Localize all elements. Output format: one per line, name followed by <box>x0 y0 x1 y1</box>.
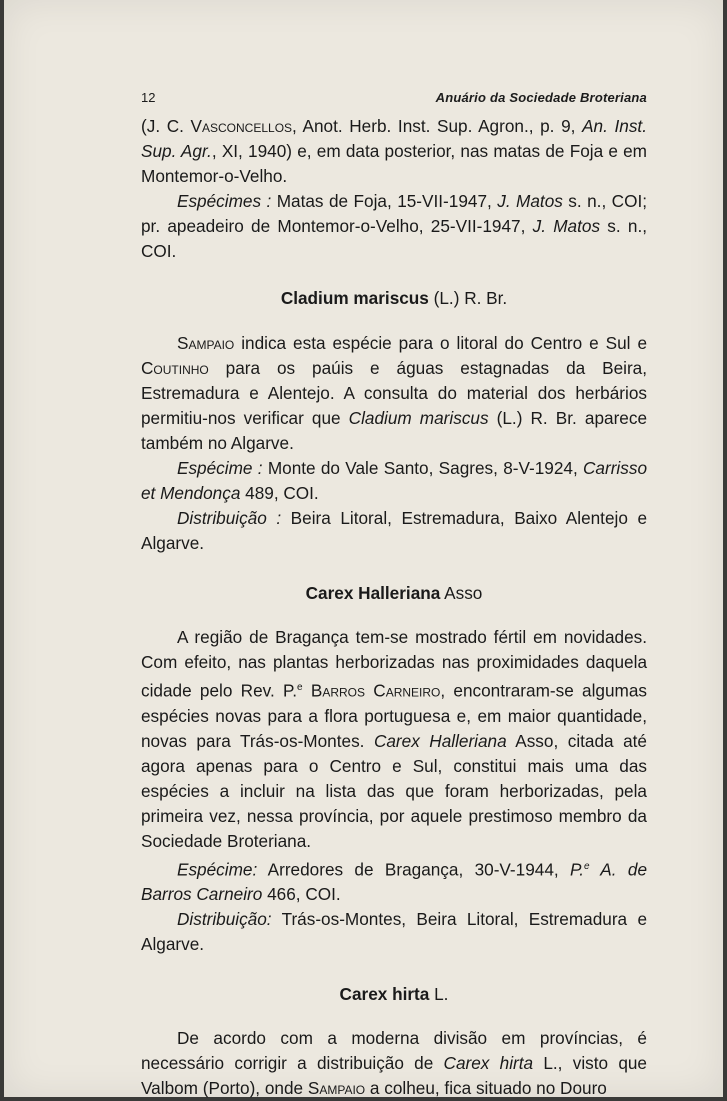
cladium-distribution: Distribuição : Beira Litoral, Estremadura, Baixo Alentejo e Algarve. <box>141 508 648 553</box>
cladium-paragraph: Sampaio indica esta espécie para o litoral do Centro e Sul e Coutinho para os paúis e águas estagnadas da Beira, Estremadura e Alentejo. A consulta do material dos herbários permitiu-nos verificar que Cladium mariscus (L.) R. Br. aparece também no Algarve. <box>141 333 647 453</box>
halleriana-distribution: Distribuição: Trás-os-Montes, Beira Litoral, Estremadura e Algarve. <box>141 909 647 955</box>
page-header <box>141 90 647 110</box>
citation-paragraph: (J. C. Vasconcellos, Anot. Herb. Inst. Sup. Agron., p. 9, An. Inst. Sup. Agr., XI, 1940) e, em data posterior, nas matas de Foja e em Montemor-o-Velho. <box>141 116 647 186</box>
species-heading-carex-hirta: Carex hirta L. <box>339 984 449 1005</box>
hirta-paragraph: De acordo com a moderna divisão em províncias, é necessário corrigir a distribuição de Carex hirta L., visto que Valbom (Porto), onde Sampaio a colheu, fica situado no Douro <box>141 1028 647 1099</box>
species-heading-carex-halleriana: Carex Halleriana Asso <box>305 583 483 603</box>
running-head: Anuário da Sociedade Broteriana <box>435 90 647 105</box>
page-number: 12 <box>141 90 156 105</box>
species-heading-cladium: Cladium mariscus (L.) R. Br. <box>280 288 508 308</box>
specimens-paragraph: Espécimes : Matas de Foja, 15-VII-1947, J. Matos s. n., COI; pr. apeadeiro de Montemor-o-Velho, 25-VII-1947, J. Matos s. n., COI. <box>141 191 648 261</box>
halleriana-paragraph: A região de Bragança tem-se mostrado fértil em novidades. Com efeito, nas plantas herborizadas nas proximidades daquela cidade pelo Rev. P.$^e$ Barros Carneiro, encontraram-se algumas espécies novas para a flora portuguesa e, em maior quantidade, novas para Trás-os-Montes. Carex Halleriana Asso, citada até agora apenas para o Centro e Sul, constitui mais uma das espécies a incluir na lista das que foram herborizadas, pela primeira vez, nessa província, por aquele prestimoso membro da Sociedade Broteriana. <box>141 627 648 851</box>
cladium-specimen: Espécime : Monte do Vale Santo, Sagres, 8-V-1924, Carrisso et Mendonça 489, COI. <box>141 458 647 503</box>
body-text <box>141 114 647 1101</box>
halleriana-specimen: Espécime: Arredores de Bragança, 30-V-1944, P.$^e$ A. de Barros Carneiro 466, COI. <box>141 859 647 905</box>
page <box>4 0 723 1097</box>
